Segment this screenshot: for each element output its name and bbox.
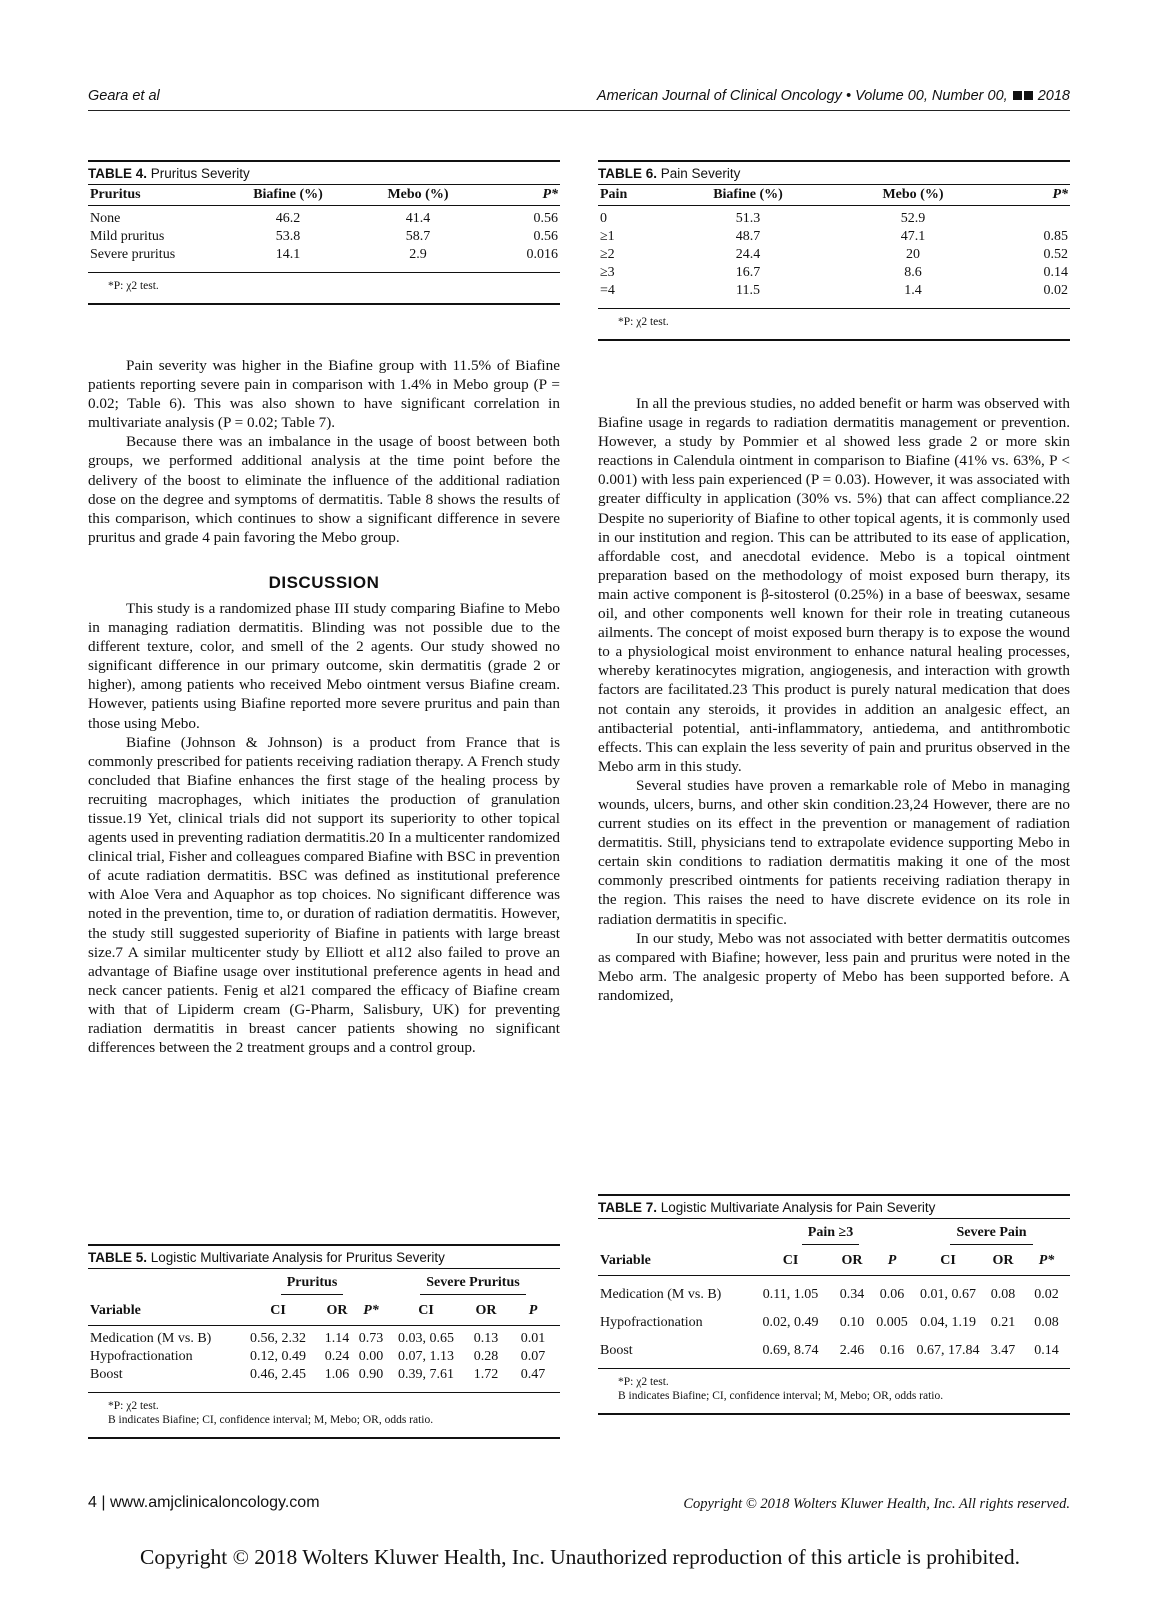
table-5-grid	[88, 1268, 560, 1392]
footer-copyright: Copyright © 2018 Wolters Kluwer Health, Inc. All rights reserved.	[683, 1496, 1070, 1512]
table-6-grid	[598, 184, 1070, 308]
table-footnote: *P: χ2 test. B indicates Biafine; CI, confidence interval; M, Mebo; OR, odds ratio.	[598, 1368, 1070, 1415]
table-row: Hypofractionation 0.12, 0.49 0.24 0.00 0.07, 1.13 0.28 0.07	[90, 1349, 546, 1364]
table-7-grid	[598, 1218, 1070, 1368]
table-row: 0 51.3 52.9	[600, 211, 926, 226]
paragraph: Biafine (Johnson & Johnson) is a product from France that is commonly prescribed for patients receiving radiation therapy. A French study concluded that Biafine enhances the first stage of the healing process by recruiting macrophages, which initiates the production of granulation tissue.19 Yet, clinical trials did not support its superiority to other topical agents used in preventing radiation dermatitis.20 In a multicenter randomized clinical trial, Fisher and colleagues compared Biafine with BSC in prevention of acute radiation dermatitis. BSC was defined as institutional preference with Aloe Vera and Aquaphor as top choices. No significant difference was noted in the prevention, time to, or duration of radiation dermatitis. However, the study still suggested superiority of Biafine in patients with large breast size.7 A similar multicenter study by Elliott et al12 also failed to prove an advantage of Biafine usage over institutional preference agents in head and neck cancer patients. Fenig et al21 compared the efficacy of Biafine cream with that of Lipiderm cream (G-Pharm, Salisbury, UK) for preventing radiation dermatitis in breast cancer patients showing no significant differences between the 2 treatment groups and a control group.	[88, 733, 560, 1057]
table-row: None 46.2 41.4 0.56	[90, 211, 558, 226]
table-row: ≥1 48.7 47.1 0.85	[600, 229, 1068, 244]
header-journal: American Journal of Clinical Oncology	[596, 88, 842, 104]
table-row: ≥3 16.7 8.6 0.14	[600, 265, 1068, 280]
table-caption: TABLE 7. Logistic Multivariate Analysis for Pain Severity	[598, 1194, 1070, 1218]
header-volume: Volume 00, Number 00,	[855, 88, 1008, 104]
table-header-row: Pruritus Biafine (%) Mebo (%) P*	[88, 185, 560, 206]
table-row: Boost 0.46, 2.45 1.06 0.90 0.39, 7.61 1.72 0.47	[90, 1367, 546, 1382]
table-6	[598, 160, 1070, 341]
header-authors: Geara et al	[88, 88, 160, 104]
table-row: Hypofractionation 0.02, 0.49 0.10 0.005 0.04, 1.19 0.21 0.08	[600, 1315, 1059, 1330]
table-row: Severe pruritus 14.1 2.9 0.016	[90, 247, 558, 262]
paragraph: This study is a randomized phase III study comparing Biafine to Mebo in managing radiation dermatitis. Blinding was not possible due to the different texture, color, and smell of the 2 agents. Our study showed no significant difference in our primary outcome, skin dermatitis (grade 2 or higher), among patients who received Mebo ointment versus Biafine cream. However, patients using Biafine reported more severe pruritus and pain than those using Mebo.	[88, 599, 560, 732]
table-header-row: Variable CI OR P* CI OR P	[88, 1297, 560, 1326]
table-row: Medication (M vs. B) 0.11, 1.05 0.34 0.06 0.01, 0.67 0.08 0.02	[600, 1287, 1059, 1302]
table-footnote: *P: χ2 test. B indicates Biafine; CI, confidence interval; M, Mebo; OR, odds ratio.	[88, 1392, 560, 1439]
square-mark-icon	[1013, 91, 1022, 100]
table-4-grid	[88, 184, 560, 272]
table-footnote: *P: χ2 test.	[598, 308, 1070, 341]
table-row: Medication (M vs. B) 0.56, 2.32 1.14 0.73 0.03, 0.65 0.13 0.01	[90, 1331, 546, 1346]
table-row: Mild pruritus 53.8 58.7 0.56	[90, 229, 558, 244]
paragraph: In our study, Mebo was not associated with better dermatitis outcomes as compared with Biafine; however, less pain and pruritus were noted in the Mebo arm. The analgesic property of Mebo has been supported before. A randomized,	[598, 929, 1070, 1004]
table-group-header-row: Pain ≥3 Severe Pain	[598, 1219, 1070, 1248]
table-row: Boost 0.69, 8.74 2.46 0.16 0.67, 17.84 3.47 0.14	[600, 1343, 1059, 1358]
table-4	[88, 160, 560, 305]
table-row: =4 11.5 1.4 0.02	[600, 283, 1068, 298]
square-mark-icon	[1024, 91, 1033, 100]
copyright-notice: Copyright © 2018 Wolters Kluwer Health, Inc. Unauthorized reproduction of this article is prohibited.	[140, 1545, 1020, 1569]
table-header-row: Pain Biafine (%) Mebo (%) P*	[598, 185, 1070, 206]
page-footer: 4 | www.amjclinicaloncology.com Copyright © 2018 Wolters Kluwer Health, Inc. All rights reserved.	[88, 1494, 1070, 1512]
table-header-row: Variable CI OR P CI OR P*	[598, 1247, 1070, 1276]
left-column-text	[88, 356, 560, 1057]
section-heading: DISCUSSION	[268, 572, 380, 592]
table-5	[88, 1244, 560, 1439]
table-caption: TABLE 6. Pain Severity	[598, 160, 1070, 184]
journal-url-link[interactable]: www.amjclinicaloncology.com	[109, 1494, 320, 1511]
header-journal-info: American Journal of Clinical Oncology • Volume 00, Number 00, 2018	[596, 88, 1070, 104]
table-7	[598, 1194, 1070, 1415]
table-caption: TABLE 5. Logistic Multivariate Analysis for Pruritus Severity	[88, 1244, 560, 1268]
right-column-text	[598, 394, 1070, 1005]
table-caption: TABLE 4. Pruritus Severity	[88, 160, 560, 184]
table-footnote: *P: χ2 test.	[88, 272, 560, 305]
paragraph: Because there was an imbalance in the usage of boost between both groups, we performed additional analysis at the time point before the delivery of the boost to eliminate the influence of the additional radiation dose on the degree and symptoms of dermatitis. Table 8 shows the results of this comparison, which continues to show a significant difference in severe pruritus and grade 4 pain favoring the Mebo group.	[88, 433, 560, 546]
table-row: ≥2 24.4 20 0.52	[600, 247, 1068, 262]
table-group-header-row: Pruritus Severe Pruritus	[88, 1269, 560, 1298]
paragraph: Several studies have proven a remarkable role of Mebo in managing wounds, ulcers, burns, and other skin condition.23,24 However, there are no current studies on its effect in the prevention or management of radiation dermatitis. Still, physicians tend to extrapolate evidence supporting Mebo in certain skin conditions to radiation dermatitis making it one of the most commonly prescribed ointments for patients receiving radiation therapy in the region. This raises the need to have discrete evidence on its role in radiation dermatitis in specific.	[598, 776, 1070, 928]
page-number: 4	[88, 1494, 97, 1511]
running-header	[88, 84, 1070, 111]
header-year: 2018	[1037, 88, 1070, 104]
paragraph: In all the previous studies, no added benefit or harm was observed with Biafine usage in regards to radiation dermatitis management or prevention. However, a study by Pommier et al showed less grade 2 or more skin reactions in Calendula ointment in comparison to Biafine (41% vs. 63%, P < 0.001) with less pain experienced (P = 0.03). However, it was associated with greater difficulty in application (30% vs. 5%) that can affect compliance.22 Despite no superiority of Biafine to other topical agents, it is commonly used in our institution and region. This can be attributed to its ease of application, affordable cost, and anecdotal evidence. Mebo is a topical ointment preparation based on the methodology of moist exposed burn therapy, its main active component is β-sitosterol (0.25%) in a base of beeswax, sesame oil, and other components well known for their role in treating cutaneous ailments. The concept of moist exposed burn therapy is to expose the wound to a physiological moist environment to enhance natural healing processes, whereby keratinocytes migration, angiogenesis, and interaction with growth factors are facilitated.23 This product is purely natural medication that does not contain any steroids, it provides in addition an analgesic effect, an antibacterial potential, anti-inflammatory, antiedema, and antithrombotic effects. This can explain the less severity of pain and pruritus observed in the Mebo arm in this study.	[598, 395, 1070, 775]
paragraph: Pain severity was higher in the Biafine group with 11.5% of Biafine patients reporting severe pain in comparison with 1.4% in Mebo group (P = 0.02; Table 6). This was also shown to have significant correlation in multivariate analysis (P = 0.02; Table 7).	[88, 357, 560, 432]
